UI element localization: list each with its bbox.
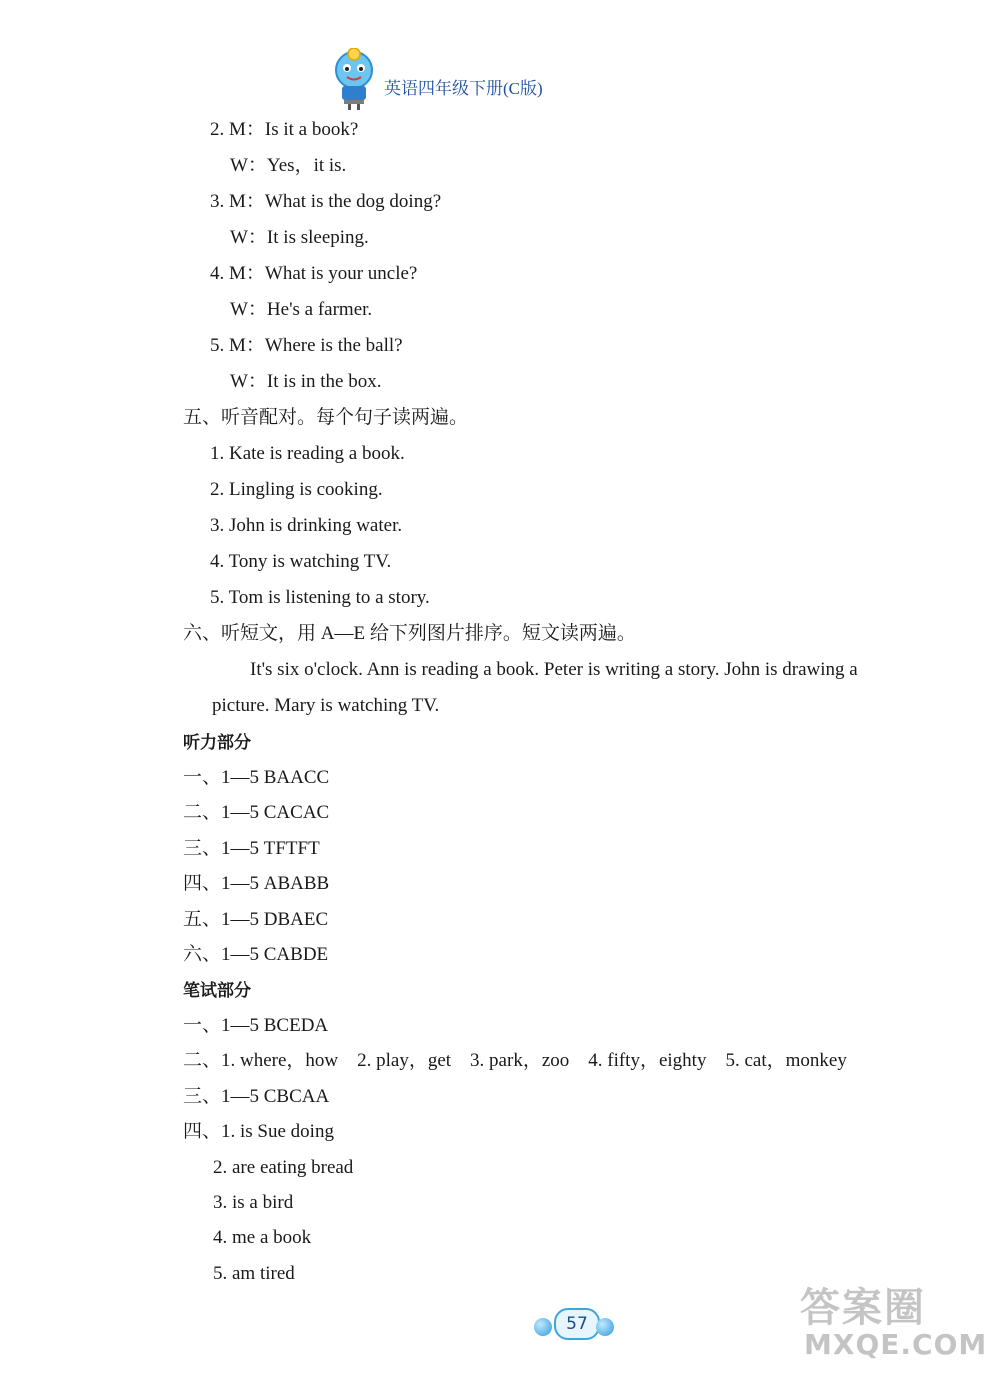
watermark [800, 1276, 995, 1366]
listening-sentence: 1. Kate is reading a book. [210, 443, 405, 464]
answer-line: 四、1—5 ABABB [183, 873, 330, 894]
watermark-en: MXQE.COM [804, 1328, 988, 1361]
dialogue-line: 3. M：What is the dog doing? [210, 191, 442, 212]
dialogue-line: 5. M：Where is the ball? [210, 335, 403, 356]
passage-text: picture. Mary is watching TV. [212, 695, 440, 716]
watermark-cn: 答案圈 [800, 1285, 926, 1331]
answer-line: 4. me a book [213, 1227, 312, 1248]
dialogue-line: W：He's a farmer. [230, 299, 373, 320]
dialogue-line: W：It is in the box. [230, 371, 382, 392]
answer-line: 六、1—5 CABDE [183, 944, 329, 965]
answer-line: 3. is a bird [213, 1192, 294, 1213]
passage-text: It's six o'clock. Ann is reading a book. Peter is writing a story. John is drawing a [250, 659, 858, 680]
answer-line: 四、1. is Sue doing [183, 1121, 334, 1142]
answer-line: 二、1—5 CACAC [183, 802, 330, 823]
answer-line: 二、1. where，how 2. play，get 3. park，zoo 4. fifty，eighty 5. cat，monkey [183, 1050, 847, 1071]
section-title-listening: 听力部分 [183, 733, 251, 753]
mascot-icon [328, 48, 380, 110]
listening-sentence: 3. John is drinking water. [210, 515, 403, 536]
bubble-dot-icon [534, 1318, 552, 1336]
answer-line: 2. are eating bread [213, 1157, 354, 1178]
answer-line: 三、1—5 TFTFT [183, 838, 320, 859]
listening-sentence: 2. Lingling is cooking. [210, 479, 383, 500]
dialogue-line: 2. M：Is it a book? [210, 119, 359, 140]
page-number: 57 [554, 1308, 600, 1340]
answer-line: 五、1—5 DBAEC [183, 909, 329, 930]
page-header [328, 48, 588, 118]
dialogue-line: 4. M：What is your uncle? [210, 263, 418, 284]
book-title: 英语四年级下册(C版) [384, 79, 543, 98]
answer-line: 一、1—5 BCEDA [183, 1015, 329, 1036]
dialogue-line: W：Yes，it is. [230, 155, 347, 176]
dialogue-line: W：It is sleeping. [230, 227, 369, 248]
answer-line: 三、1—5 CBCAA [183, 1086, 330, 1107]
page-number-badge [530, 1300, 620, 1350]
section-heading: 六、听短文，用 A—E 给下列图片排序。短文读两遍。 [183, 623, 636, 644]
listening-sentence: 5. Tom is listening to a story. [210, 587, 430, 608]
bubble-dot-icon [596, 1318, 614, 1336]
section-title-written: 笔试部分 [183, 981, 251, 1001]
answer-line: 5. am tired [213, 1263, 295, 1284]
listening-sentence: 4. Tony is watching TV. [210, 551, 392, 572]
section-heading: 五、听音配对。每个句子读两遍。 [183, 407, 469, 428]
answer-line: 一、1—5 BAACC [183, 767, 330, 788]
